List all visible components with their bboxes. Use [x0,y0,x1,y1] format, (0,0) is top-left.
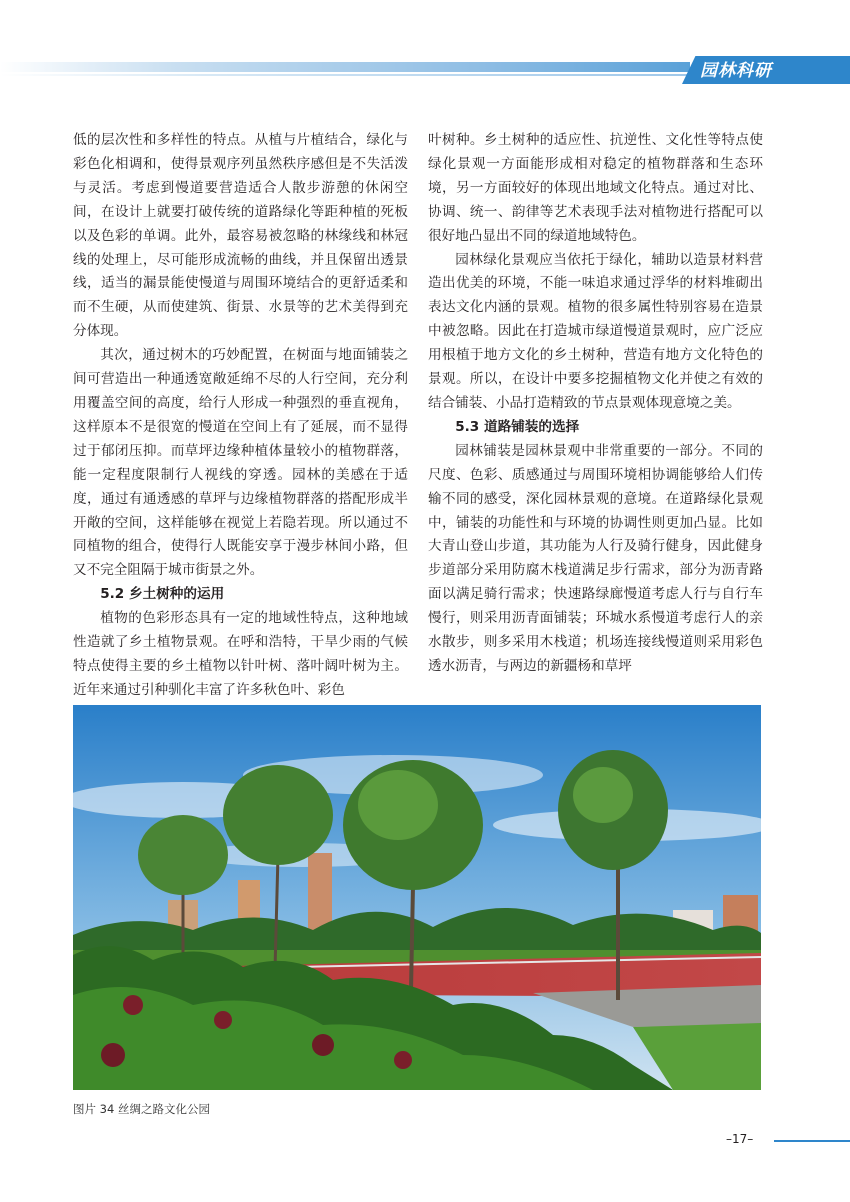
right-column [428,129,763,679]
section-heading-5-2: 5.2 乡土树种的运用 [100,586,225,603]
section-title: 园林科研 [700,61,772,81]
park-photo [73,705,761,1090]
paragraph: 植物的色彩形态具有一定的地域性特点，这种地域性造就了乡土植物景观。在呼和浩特，干旱少雨的气候特点使得主要的乡土植物以针叶树、落叶阔叶树为主。近年来通过引种驯化丰富了许多秋色叶、彩色 [73,610,408,698]
paragraph: 低的层次性和多样性的特点。从植与片植结合，绿化与彩色化相调和，使得景观序列虽然秩序感但是不失活泼与灵活。考虑到慢道要营造适合人散步游憩的休闲空间，在设计上就要打破传统的道路绿化等距种植的死板以及色彩的单调。此外，最容易被忽略的林缘线和林冠线的处理上，尽可能形成流畅的曲线，并且保留出透景线，适当的漏景能使慢道与周围环境结合的更舒适柔和而不生硬，从而使建筑、街景、水景等的艺术美得到充分体现。 [73,132,408,340]
figure-caption: 图片 34 丝绸之路文化公园 [73,1102,210,1116]
footer-line [774,1140,850,1142]
park-photo-illustration [73,705,761,1090]
page-number: –17– [726,1132,754,1146]
section-heading-5-3: 5.3 道路铺装的选择 [455,418,580,435]
paragraph: 园林铺装是园林景观中非常重要的一部分。不同的尺度、色彩、质感通过与周围环境相协调能够给人们传输不同的感受，深化园林景观的意境。在道路绿化景观中，铺装的功能性和与环境的协调性则更加凸显。比如大青山登山步道，其功能为人行及骑行健身，因此健身步道部分采用防腐木栈道满足步行需求，部分为沥青路面以满足骑行需求；快速路绿廊慢道考虑人行与自行车慢行，则采用沥青面铺装；环城水系慢道考虑行人的亲水散步，则多采用木栈道；机场连接线慢道则采用彩色透水沥青，与两边的新疆杨和草坪 [428,442,763,674]
left-column [73,129,408,703]
paragraph: 叶树种。乡土树种的适应性、抗逆性、文化性等特点使绿化景观一方面能形成相对稳定的植物群落和生态环境，另一方面较好的体现出地域文化特点。通过对比、协调、统一、韵律等艺术表现手法对植物进行搭配可以很好地凸显出不同的绿道地域特色。 [428,132,763,244]
header-stripe [0,62,690,72]
paragraph: 其次，通过树木的巧妙配置，在树面与地面铺装之间可营造出一种通透宽敞延绵不尽的人行空间，充分利用覆盖空间的高度，给行人形成一种强烈的垂直视角，这样原本不是很宽的慢道在空间上有了延展，而不显得过于郁闭压抑。而草坪边缘种植体量较小的植物群落，能一定程度限制行人视线的穿透。园林的美感在于适度，通过有通透感的草坪与边缘植物群落的搭配形成半开敞的空间，这样能够在视觉上若隐若现。所以通过不同植物的组合，使得行人既能安享于漫步林间小路，但又不完全阻隔于城市街景之外。 [73,347,408,579]
header-stripe-thin [0,74,690,76]
paragraph: 园林绿化景观应当依托于绿化，辅助以造景材料营造出优美的环境，不能一味追求通过浮华的材料堆砌出表达文化内涵的景观。植物的很多属性特别容易在造景中被忽略。因此在打造城市绿道慢道景观时，应广泛应用根植于地方文化的乡土树种，营造有地方文化特色的景观。所以，在设计中要多挖掘植物文化并使之有效的结合铺装、小品打造精致的节点景观体现意境之美。 [428,251,763,411]
